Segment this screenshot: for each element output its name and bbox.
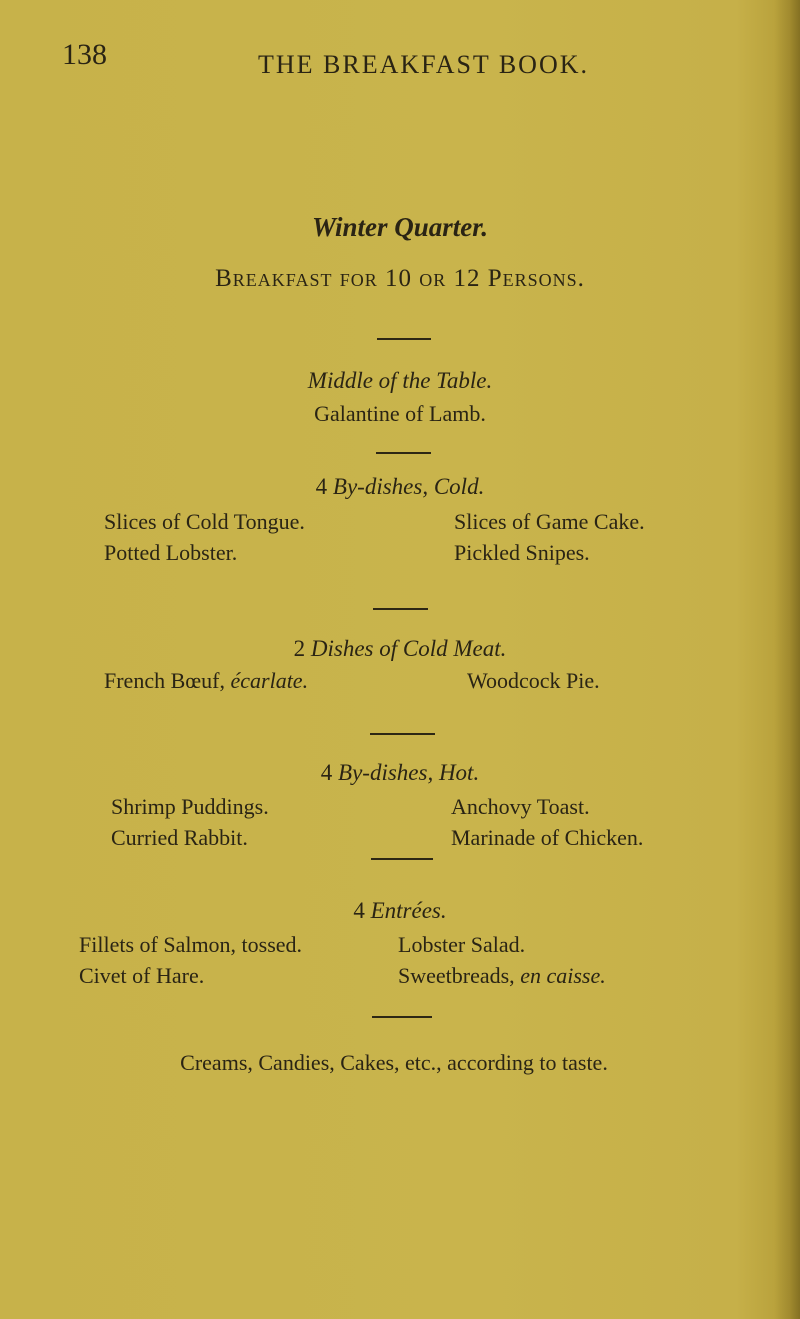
- divider-rule: [377, 338, 431, 340]
- hot-by-dishes-left-1: Shrimp Puddings.: [111, 794, 269, 819]
- divider-rule: [373, 608, 428, 610]
- cold-meat-title: Dishes of Cold Meat.: [310, 636, 507, 661]
- entrees-right-2-main: Sweetbreads,: [398, 963, 521, 988]
- cold-meat-heading: [0, 636, 800, 662]
- middle-heading: Middle of the Table.: [307, 368, 493, 393]
- divider-rule: [376, 452, 431, 454]
- cold-by-dishes-right-1: Slices of Game Cake.: [454, 509, 645, 534]
- cold-meat-left-main: French Bœuf,: [104, 668, 231, 693]
- running-head: THE BREAKFAST BOOK.: [258, 50, 590, 79]
- entrees-right-2-italic: en caisse.: [520, 963, 606, 988]
- cold-meat-right: Woodcock Pie.: [467, 668, 600, 693]
- hot-by-dishes-right-2: Marinade of Chicken.: [451, 825, 644, 850]
- divider-rule: [371, 858, 433, 860]
- cold-by-dishes-right-2: Pickled Snipes.: [454, 540, 590, 565]
- cold-by-dishes-count: 4: [315, 474, 328, 499]
- entrees-right-2: [398, 963, 606, 989]
- menu-subtitle: Breakfast for 10 or 12 Persons.: [215, 265, 585, 292]
- middle-item: Galantine of Lamb.: [314, 401, 486, 426]
- cold-by-dishes-left-2: Potted Lobster.: [104, 540, 238, 565]
- footer-line: Creams, Candies, Cakes, etc., according to taste.: [180, 1050, 608, 1075]
- page-number: 138: [62, 38, 107, 71]
- entrees-right-1: Lobster Salad.: [398, 932, 526, 957]
- entrees-heading: [0, 898, 800, 924]
- divider-rule: [370, 733, 435, 735]
- cold-by-dishes-heading: [0, 474, 800, 500]
- entrees-title: Entrées.: [370, 898, 447, 923]
- cold-by-dishes-title: By-dishes, Cold.: [332, 474, 485, 499]
- hot-by-dishes-right-1: Anchovy Toast.: [451, 794, 590, 819]
- hot-by-dishes-left-2: Curried Rabbit.: [111, 825, 248, 850]
- hot-by-dishes-count: 4: [320, 760, 333, 785]
- menu-title: Winter Quarter.: [311, 212, 489, 242]
- cold-by-dishes-left-1: Slices of Cold Tongue.: [104, 509, 305, 534]
- entrees-left-2: Civet of Hare.: [79, 963, 205, 988]
- entrees-count: 4: [353, 898, 365, 923]
- divider-rule: [372, 1016, 432, 1018]
- cold-meat-left: [104, 668, 308, 694]
- hot-by-dishes-heading: [0, 760, 800, 786]
- cold-meat-left-italic: écarlate.: [230, 668, 309, 693]
- cold-meat-count: 2: [293, 636, 306, 661]
- entrees-left-1: Fillets of Salmon, tossed.: [79, 932, 303, 957]
- hot-by-dishes-title: By-dishes, Hot.: [338, 760, 480, 785]
